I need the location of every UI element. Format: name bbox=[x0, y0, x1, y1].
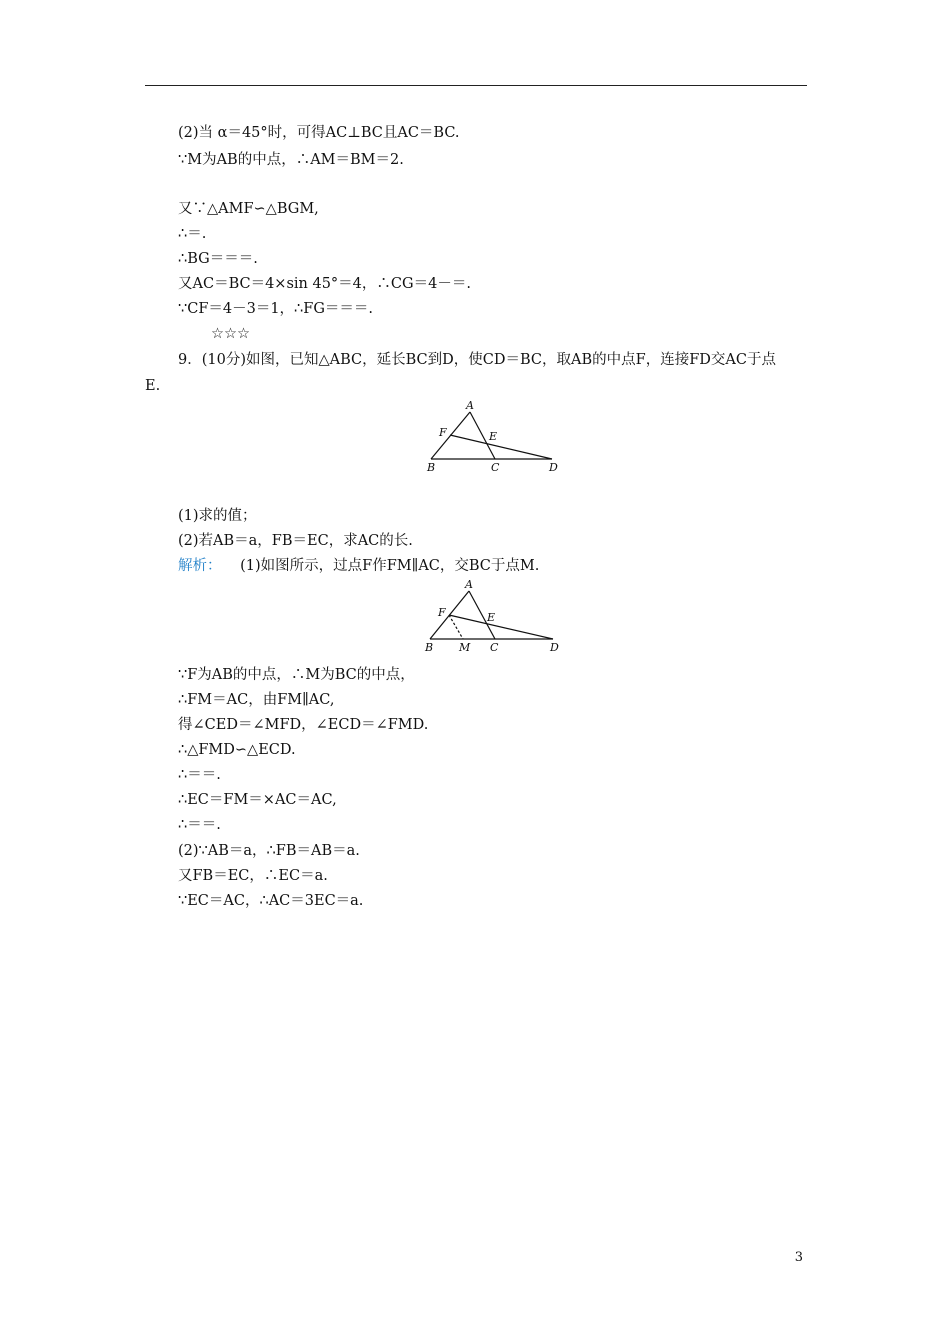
label-a: A bbox=[465, 578, 473, 591]
triangle-figure-1 bbox=[420, 396, 570, 476]
text-line: (2)当 α＝45°时，可得AC⊥BC且AC＝BC. bbox=[178, 125, 460, 141]
solution-intro bbox=[178, 557, 539, 575]
label-c: C bbox=[490, 641, 499, 654]
text-line: 又AC＝BC＝4×sin 45°＝4，∴CG＝4－＝. bbox=[178, 276, 471, 292]
text-line: ∴FM＝AC，由FM∥AC, bbox=[178, 692, 335, 708]
label-d: D bbox=[549, 461, 558, 474]
text-line: ∵M为AB的中点，∴AM＝BM＝2. bbox=[178, 152, 404, 168]
text-line: ∴△FMD∽△ECD. bbox=[178, 742, 296, 758]
text-line: ∴EC＝FM＝×AC＝AC, bbox=[178, 792, 337, 808]
question-1: (1)求的值； bbox=[178, 508, 257, 524]
label-e: E bbox=[487, 611, 496, 624]
triangle-figure-2 bbox=[420, 577, 570, 657]
text-line: ∴BG＝＝＝. bbox=[178, 251, 258, 267]
label-f: F bbox=[439, 426, 447, 439]
page-number: 3 bbox=[794, 1250, 803, 1265]
text-line: ∴＝. bbox=[178, 226, 207, 242]
label-e: E bbox=[489, 430, 498, 443]
text-line: ∵CF＝4－3＝1，∴FG＝＝＝. bbox=[178, 301, 374, 317]
text-line: 又∵△AMF∽△BGM, bbox=[178, 201, 319, 217]
label-c: C bbox=[491, 461, 500, 474]
text-line: 又FB＝EC，∴EC＝a. bbox=[178, 868, 328, 884]
label-m: M bbox=[459, 641, 471, 654]
question-2: (2)若AB＝a，FB＝EC，求AC的长. bbox=[178, 533, 413, 549]
label-f: F bbox=[438, 606, 446, 619]
label-b: B bbox=[427, 461, 436, 474]
header-rule bbox=[145, 85, 807, 86]
problem-statement: 9．(10分)如图，已知△ABC，延长BC到D，使CD＝BC，取AB的中点F，连接FD交AC于点 bbox=[178, 352, 776, 368]
label-b: B bbox=[425, 641, 434, 654]
stars-marker: ☆☆☆ bbox=[211, 326, 250, 342]
text-line: ∵EC＝AC，∴AC＝3EC＝a. bbox=[178, 893, 364, 909]
label-d: D bbox=[550, 641, 559, 654]
text-line: 得∠CED＝∠MFD，∠ECD＝∠FMD. bbox=[178, 717, 429, 733]
text-line: ∵F为AB的中点，∴M为BC的中点， bbox=[178, 667, 415, 683]
text-line: ∴＝＝. bbox=[178, 817, 221, 833]
text-line: (2)∵AB＝a，∴FB＝AB＝a. bbox=[178, 843, 360, 859]
problem-statement-cont: E. bbox=[145, 378, 161, 394]
text-line: ∴＝＝. bbox=[178, 767, 221, 783]
solution-label: 解析： bbox=[178, 558, 222, 574]
label-a: A bbox=[466, 399, 474, 412]
solution-intro-text: (1)如图所示，过点F作FM∥AC，交BC于点M. bbox=[240, 558, 540, 574]
